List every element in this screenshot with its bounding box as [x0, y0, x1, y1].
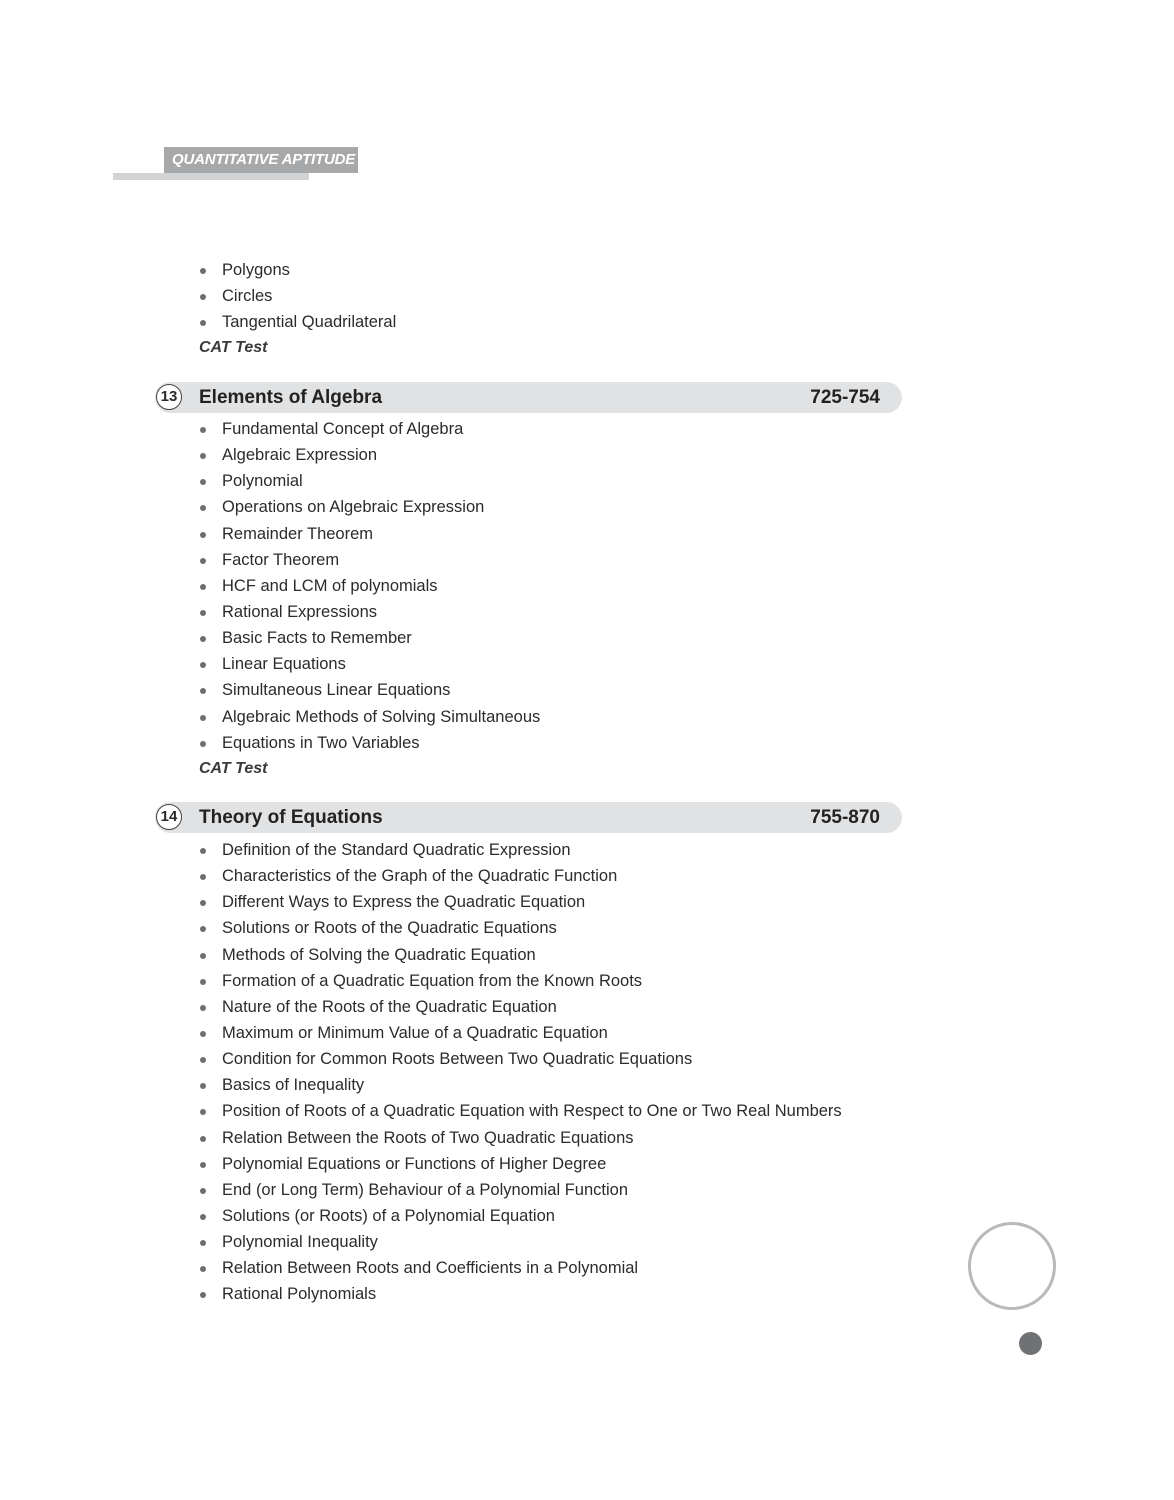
- chapter-number-badge: 14: [156, 804, 182, 830]
- list-item: Position of Roots of a Quadratic Equation with Respect to One or Two Real Numbers: [0, 1098, 1174, 1124]
- list-item: Characteristics of the Graph of the Quadratic Function: [0, 863, 1174, 889]
- page-dot-decoration: [1019, 1332, 1042, 1355]
- list-item: Methods of Solving the Quadratic Equation: [0, 942, 1174, 968]
- bullet-icon: [200, 953, 206, 959]
- chapter-13-topics: [0, 416, 1174, 782]
- bullet-icon: [200, 479, 206, 485]
- list-item: Rational Polynomials: [0, 1281, 1174, 1307]
- bullet-icon: [200, 874, 206, 880]
- list-item: Linear Equations: [0, 651, 1174, 677]
- list-item: Maximum or Minimum Value of a Quadratic Equation: [0, 1020, 1174, 1046]
- list-item: Relation Between Roots and Coefficients in a Polynomial: [0, 1255, 1174, 1281]
- page-number-ring-decoration: [968, 1222, 1056, 1310]
- list-item: Condition for Common Roots Between Two Quadratic Equations: [0, 1046, 1174, 1072]
- bullet-icon: [200, 848, 206, 854]
- bullet-icon: [200, 610, 206, 616]
- list-item: Operations on Algebraic Expression: [0, 494, 1174, 520]
- bullet-icon: [200, 558, 206, 564]
- header-underline: [113, 173, 309, 180]
- bullet-icon: [200, 1240, 206, 1246]
- list-item: Different Ways to Express the Quadratic Equation: [0, 889, 1174, 915]
- list-item: Polynomial: [0, 468, 1174, 494]
- bullet-icon: [200, 584, 206, 590]
- topic-list: [0, 257, 1174, 335]
- bullet-icon: [200, 741, 206, 747]
- list-item: Fundamental Concept of Algebra: [0, 416, 1174, 442]
- bullet-icon: [200, 715, 206, 721]
- list-item: Basics of Inequality: [0, 1072, 1174, 1098]
- bullet-icon: [200, 1031, 206, 1037]
- bullet-icon: [200, 1292, 206, 1298]
- chapter-title: Theory of Equations: [199, 807, 383, 828]
- bullet-icon: [200, 636, 206, 642]
- bullet-icon: [200, 453, 206, 459]
- list-item: Remainder Theorem: [0, 521, 1174, 547]
- chapter-title: Elements of Algebra: [199, 387, 383, 408]
- chapter-13-header[interactable]: [155, 382, 902, 413]
- chapter-page-range: 725-754: [810, 387, 880, 408]
- list-item: Factor Theorem: [0, 547, 1174, 573]
- list-item: Simultaneous Linear Equations: [0, 677, 1174, 703]
- bullet-icon: [200, 505, 206, 511]
- bullet-icon: [200, 1266, 206, 1272]
- bullet-icon: [200, 662, 206, 668]
- bullet-icon: [200, 268, 206, 274]
- list-item: Circles: [0, 283, 1174, 309]
- list-item: End (or Long Term) Behaviour of a Polynomial Function: [0, 1177, 1174, 1203]
- list-item: Polygons: [0, 257, 1174, 283]
- bullet-icon: [200, 294, 206, 300]
- list-item: Formation of a Quadratic Equation from the Known Roots: [0, 968, 1174, 994]
- list-item: Tangential Quadrilateral: [0, 309, 1174, 335]
- section-header-tab: QUANTITATIVE APTITUDE: [164, 147, 358, 173]
- bullet-icon: [200, 320, 206, 326]
- cat-test-label: CAT Test: [199, 339, 268, 357]
- bullet-icon: [200, 1109, 206, 1115]
- list-item: Algebraic Expression: [0, 442, 1174, 468]
- bullet-icon: [200, 1136, 206, 1142]
- list-item: Rational Expressions: [0, 599, 1174, 625]
- bullet-icon: [200, 1188, 206, 1194]
- bullet-icon: [200, 1057, 206, 1063]
- list-item: Basic Facts to Remember: [0, 625, 1174, 651]
- bullet-icon: [200, 979, 206, 985]
- bullet-icon: [200, 900, 206, 906]
- list-item: Polynomial Inequality: [0, 1229, 1174, 1255]
- chapter-14-header[interactable]: [155, 802, 902, 833]
- list-item: Algebraic Methods of Solving Simultaneous: [0, 704, 1174, 730]
- list-item: Solutions or Roots of the Quadratic Equations: [0, 915, 1174, 941]
- prev-chapter-topics: [0, 257, 1174, 361]
- bullet-icon: [200, 427, 206, 433]
- bullet-icon: [200, 1083, 206, 1089]
- bullet-icon: [200, 688, 206, 694]
- list-item: Relation Between the Roots of Two Quadratic Equations: [0, 1125, 1174, 1151]
- list-item: Nature of the Roots of the Quadratic Equation: [0, 994, 1174, 1020]
- bullet-icon: [200, 926, 206, 932]
- chapter-page-range: 755-870: [810, 807, 880, 828]
- chapter-number-badge: 13: [156, 384, 182, 410]
- bullet-icon: [200, 1162, 206, 1168]
- list-item: Solutions (or Roots) of a Polynomial Equation: [0, 1203, 1174, 1229]
- topic-list: [0, 416, 1174, 756]
- list-item: Definition of the Standard Quadratic Expression: [0, 837, 1174, 863]
- bullet-icon: [200, 1005, 206, 1011]
- list-item: Polynomial Equations or Functions of Higher Degree: [0, 1151, 1174, 1177]
- bullet-icon: [200, 1214, 206, 1220]
- list-item: Equations in Two Variables: [0, 730, 1174, 756]
- list-item: HCF and LCM of polynomials: [0, 573, 1174, 599]
- bullet-icon: [200, 532, 206, 538]
- cat-test-label: CAT Test: [199, 759, 268, 777]
